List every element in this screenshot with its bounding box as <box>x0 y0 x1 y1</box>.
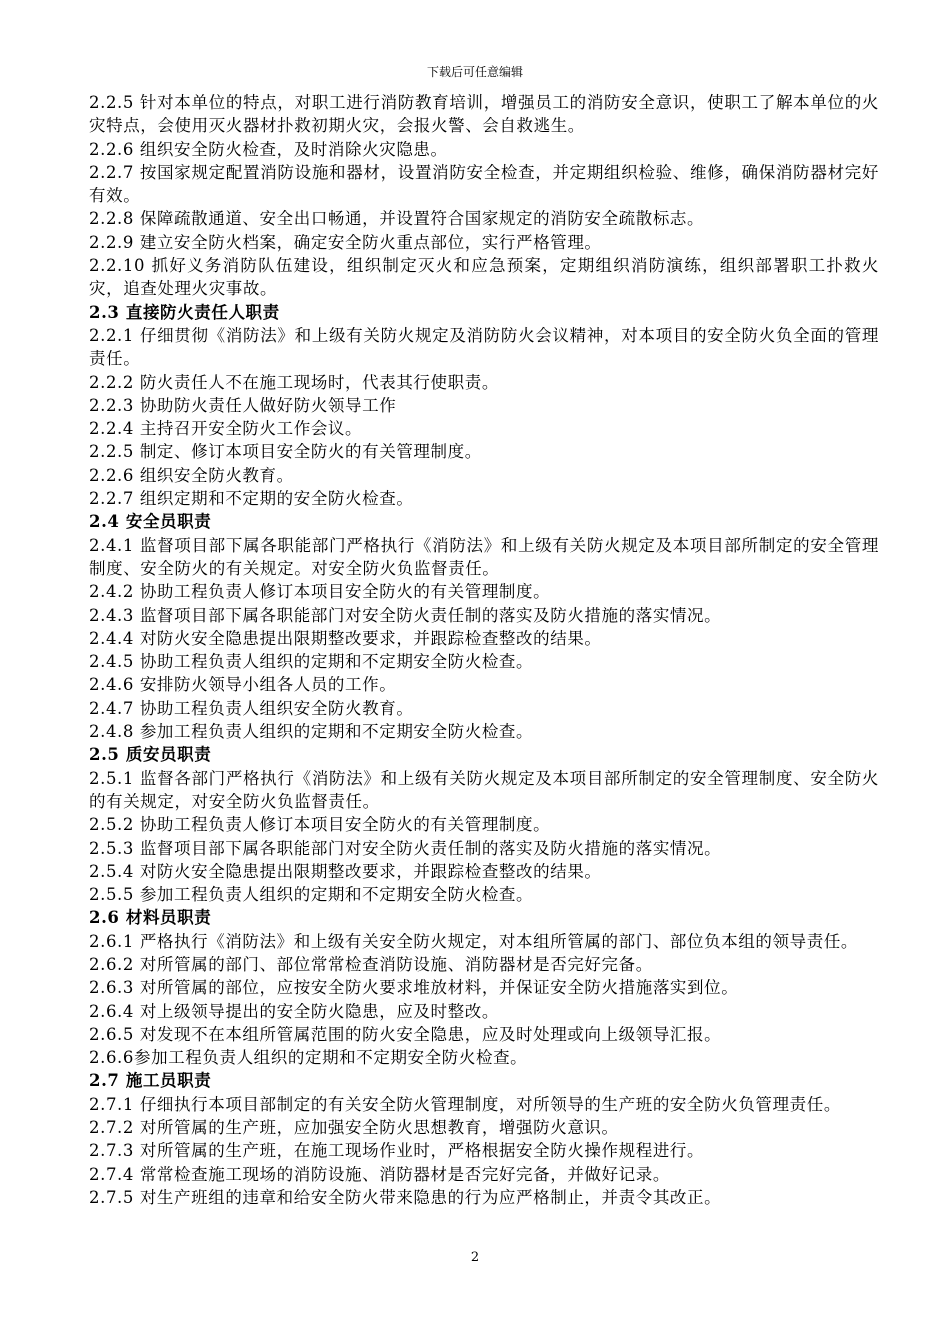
section-heading: 2.4 安全员职责 <box>89 512 212 532</box>
clause-paragraph: 2.2.3 协助防火责任人做好防火领导工作 <box>89 395 397 415</box>
clause-paragraph: 2.7.1 仔细执行本项目部制定的有关安全防火管理制度，对所领导的生产班的安全防火负管理责任。 <box>89 1094 841 1114</box>
section-heading: 2.5 质安员职责 <box>89 745 212 765</box>
clause-paragraph: 2.4.2 协助工程负责人修订本项目安全防火的有关管理制度。 <box>89 582 551 602</box>
clause-paragraph: 2.7.5 对生产班组的违章和给安全防火带来隐患的行为应严格制止，并责令其改正。 <box>89 1187 722 1207</box>
clause-paragraph: 2.6.5 对发现不在本组所管属范围的防火安全隐患，应及时处理或向上级领导汇报。 <box>89 1024 722 1044</box>
clause-paragraph: 2.5.5 参加工程负责人组织的定期和不定期安全防火检查。 <box>89 885 534 905</box>
page-header-note: 下载后可任意编辑 <box>426 65 523 79</box>
clause-paragraph: 2.6.2 对所管属的部门、部位常常检查消防设施、消防器材是否完好完备。 <box>89 954 653 974</box>
clause-paragraph: 2.5.1 监督各部门严格执行《消防法》和上级有关防火规定及本项目部所制定的安全管理制度、安全防火的有关规定，对安全防火负监督责任。 <box>89 768 879 811</box>
document-body <box>89 91 879 1209</box>
clause-paragraph: 2.2.6 组织安全防火教育。 <box>89 465 294 485</box>
section-heading: 2.7 施工员职责 <box>89 1071 212 1091</box>
clause-paragraph: 2.7.3 对所管属的生产班，在施工现场作业时，严格根据安全防火操作规程进行。 <box>89 1141 705 1161</box>
clause-paragraph: 2.6.6参加工程负责人组织的定期和不定期安全防火检查。 <box>89 1048 528 1068</box>
clause-paragraph: 2.6.1 严格执行《消防法》和上级有关安全防火规定，对本组所管属的部门、部位负本组的领导责任。 <box>89 931 859 951</box>
clause-paragraph: 2.6.3 对所管属的部位，应按安全防火要求堆放材料，并保证安全防火措施落实到位。 <box>89 978 739 998</box>
clause-paragraph: 2.4.5 协助工程负责人组织的定期和不定期安全防火检查。 <box>89 652 534 672</box>
section-heading: 2.6 材料员职责 <box>89 908 212 928</box>
clause-paragraph: 2.4.6 安排防火领导小组各人员的工作。 <box>89 675 397 695</box>
clause-paragraph: 2.7.2 对所管属的生产班，应加强安全防火思想教育，增强防火意识。 <box>89 1118 619 1138</box>
clause-paragraph: 2.2.2 防火责任人不在施工现场时，代表其行使职责。 <box>89 372 499 392</box>
clause-paragraph: 2.5.2 协助工程负责人修订本项目安全防火的有关管理制度。 <box>89 815 551 835</box>
clause-paragraph: 2.4.4 对防火安全隐患提出限期整改要求，并跟踪检查整改的结果。 <box>89 628 602 648</box>
clause-paragraph: 2.2.7 组织定期和不定期的安全防火检查。 <box>89 489 414 509</box>
clause-paragraph: 2.5.3 监督项目部下属各职能部门对安全防火责任制的落实及防火措施的落实情况。 <box>89 838 722 858</box>
clause-paragraph: 2.2.5 制定、修订本项目安全防火的有关管理制度。 <box>89 442 482 462</box>
clause-paragraph: 2.2.10 抓好义务消防队伍建设，组织制定灭火和应急预案，定期组织消防演练，组织部署职工扑救火灾，追查处理火灾事故。 <box>89 256 879 299</box>
clause-paragraph: 2.4.7 协助工程负责人组织安全防火教育。 <box>89 698 414 718</box>
clause-paragraph: 2.6.4 对上级领导提出的安全防火隐患，应及时整改。 <box>89 1001 499 1021</box>
clause-paragraph: 2.2.5 针对本单位的特点，对职工进行消防教育培训，增强员工的消防安全意识，使职工了解本单位的火灾特点，会使用灭火器材扑救初期火灾，会报火警、会自救逃生。 <box>89 93 879 136</box>
clause-paragraph: 2.5.4 对防火安全隐患提出限期整改要求，并跟踪检查整改的结果。 <box>89 861 602 881</box>
clause-paragraph: 2.2.4 主持召开安全防火工作会议。 <box>89 419 363 439</box>
clause-paragraph: 2.7.4 常常检查施工现场的消防设施、消防器材是否完好完备，并做好记录。 <box>89 1164 670 1184</box>
clause-paragraph: 2.4.1 监督项目部下属各职能部门严格执行《消防法》和上级有关防火规定及本项目部所制定的安全管理制度、安全防火的有关规定。对安全防火负监督责任。 <box>89 535 879 578</box>
clause-paragraph: 2.2.8 保障疏散通道、安全出口畅通，并设置符合国家规定的消防安全疏散标志。 <box>89 209 705 229</box>
clause-paragraph: 2.2.6 组织安全防火检查，及时消除火灾隐患。 <box>89 139 448 159</box>
clause-paragraph: 2.4.8 参加工程负责人组织的定期和不定期安全防火检查。 <box>89 722 534 742</box>
clause-paragraph: 2.4.3 监督项目部下属各职能部门对安全防火责任制的落实及防火措施的落实情况。 <box>89 605 722 625</box>
clause-paragraph: 2.2.9 建立安全防火档案，确定安全防火重点部位，实行严格管理。 <box>89 232 602 252</box>
section-heading: 2.3 直接防火责任人职责 <box>89 302 280 322</box>
page-number: 2 <box>470 1250 480 1265</box>
clause-paragraph: 2.2.1 仔细贯彻《消防法》和上级有关防火规定及消防防火会议精神，对本项目的安全防火负全面的管理责任。 <box>89 325 879 369</box>
clause-paragraph: 2.2.7 按国家规定配置消防设施和器材，设置消防安全检查，并定期组织检验、维修，确保消防器材完好有效。 <box>89 162 879 206</box>
